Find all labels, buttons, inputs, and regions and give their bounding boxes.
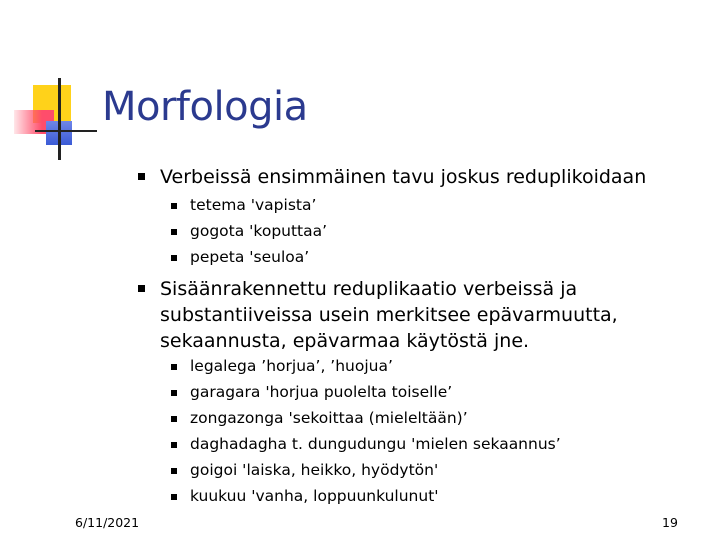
slide-title: Morfologia [102,84,308,130]
sub-bullet-square-icon [171,390,177,396]
vertical-rule [58,78,61,160]
sub-bullet-text: zongazonga 'sekoittaa (mieleltään)’ [190,409,468,427]
sub-bullet-text: legalega ’horjua’, ’huojua’ [190,357,393,375]
bullet-text [160,276,680,354]
bullet-text-line: Sisäänrakennettu reduplikaatio verbeissä ja [160,278,578,300]
sub-bullet-square-icon [171,416,177,422]
bullet-text: Verbeissä ensimmäinen tavu joskus reduplikoidaan [160,166,647,188]
sub-bullet-square-icon [171,229,177,235]
slide-number: 19 [662,515,678,530]
sub-bullet-square-icon [171,468,177,474]
sub-bullet-text: pepeta 'seuloa’ [190,248,310,266]
sub-bullet-square-icon [171,442,177,448]
bullet-square-icon [138,173,145,180]
sub-bullet-square-icon [171,203,177,209]
bullet-square-icon [138,285,145,292]
bullet-text-line: substantiiveissa usein merkitsee epävarmuutta, [160,304,618,326]
logo-decoration [0,0,110,170]
horizontal-rule [35,130,97,132]
sub-bullet-square-icon [171,255,177,261]
footer-date: 6/11/2021 [75,515,140,530]
sub-bullet-square-icon [171,494,177,500]
sub-bullet-text: tetema 'vapista’ [190,196,317,214]
sub-bullet-text: daghadagha t. dungudungu 'mielen sekaannus’ [190,435,561,453]
sub-bullet-text: goigoi 'laiska, heikko, hyödytön' [190,461,439,479]
sub-bullet-text: garagara 'horjua puolelta toiselle’ [190,383,453,401]
sub-bullet-square-icon [171,364,177,370]
sub-bullet-text: kuukuu 'vanha, loppuunkulunut' [190,487,439,505]
sub-bullet-text: gogota 'koputtaa’ [190,222,328,240]
bullet-text-line: sekaannusta, epävarmaa käytöstä jne. [160,330,530,352]
